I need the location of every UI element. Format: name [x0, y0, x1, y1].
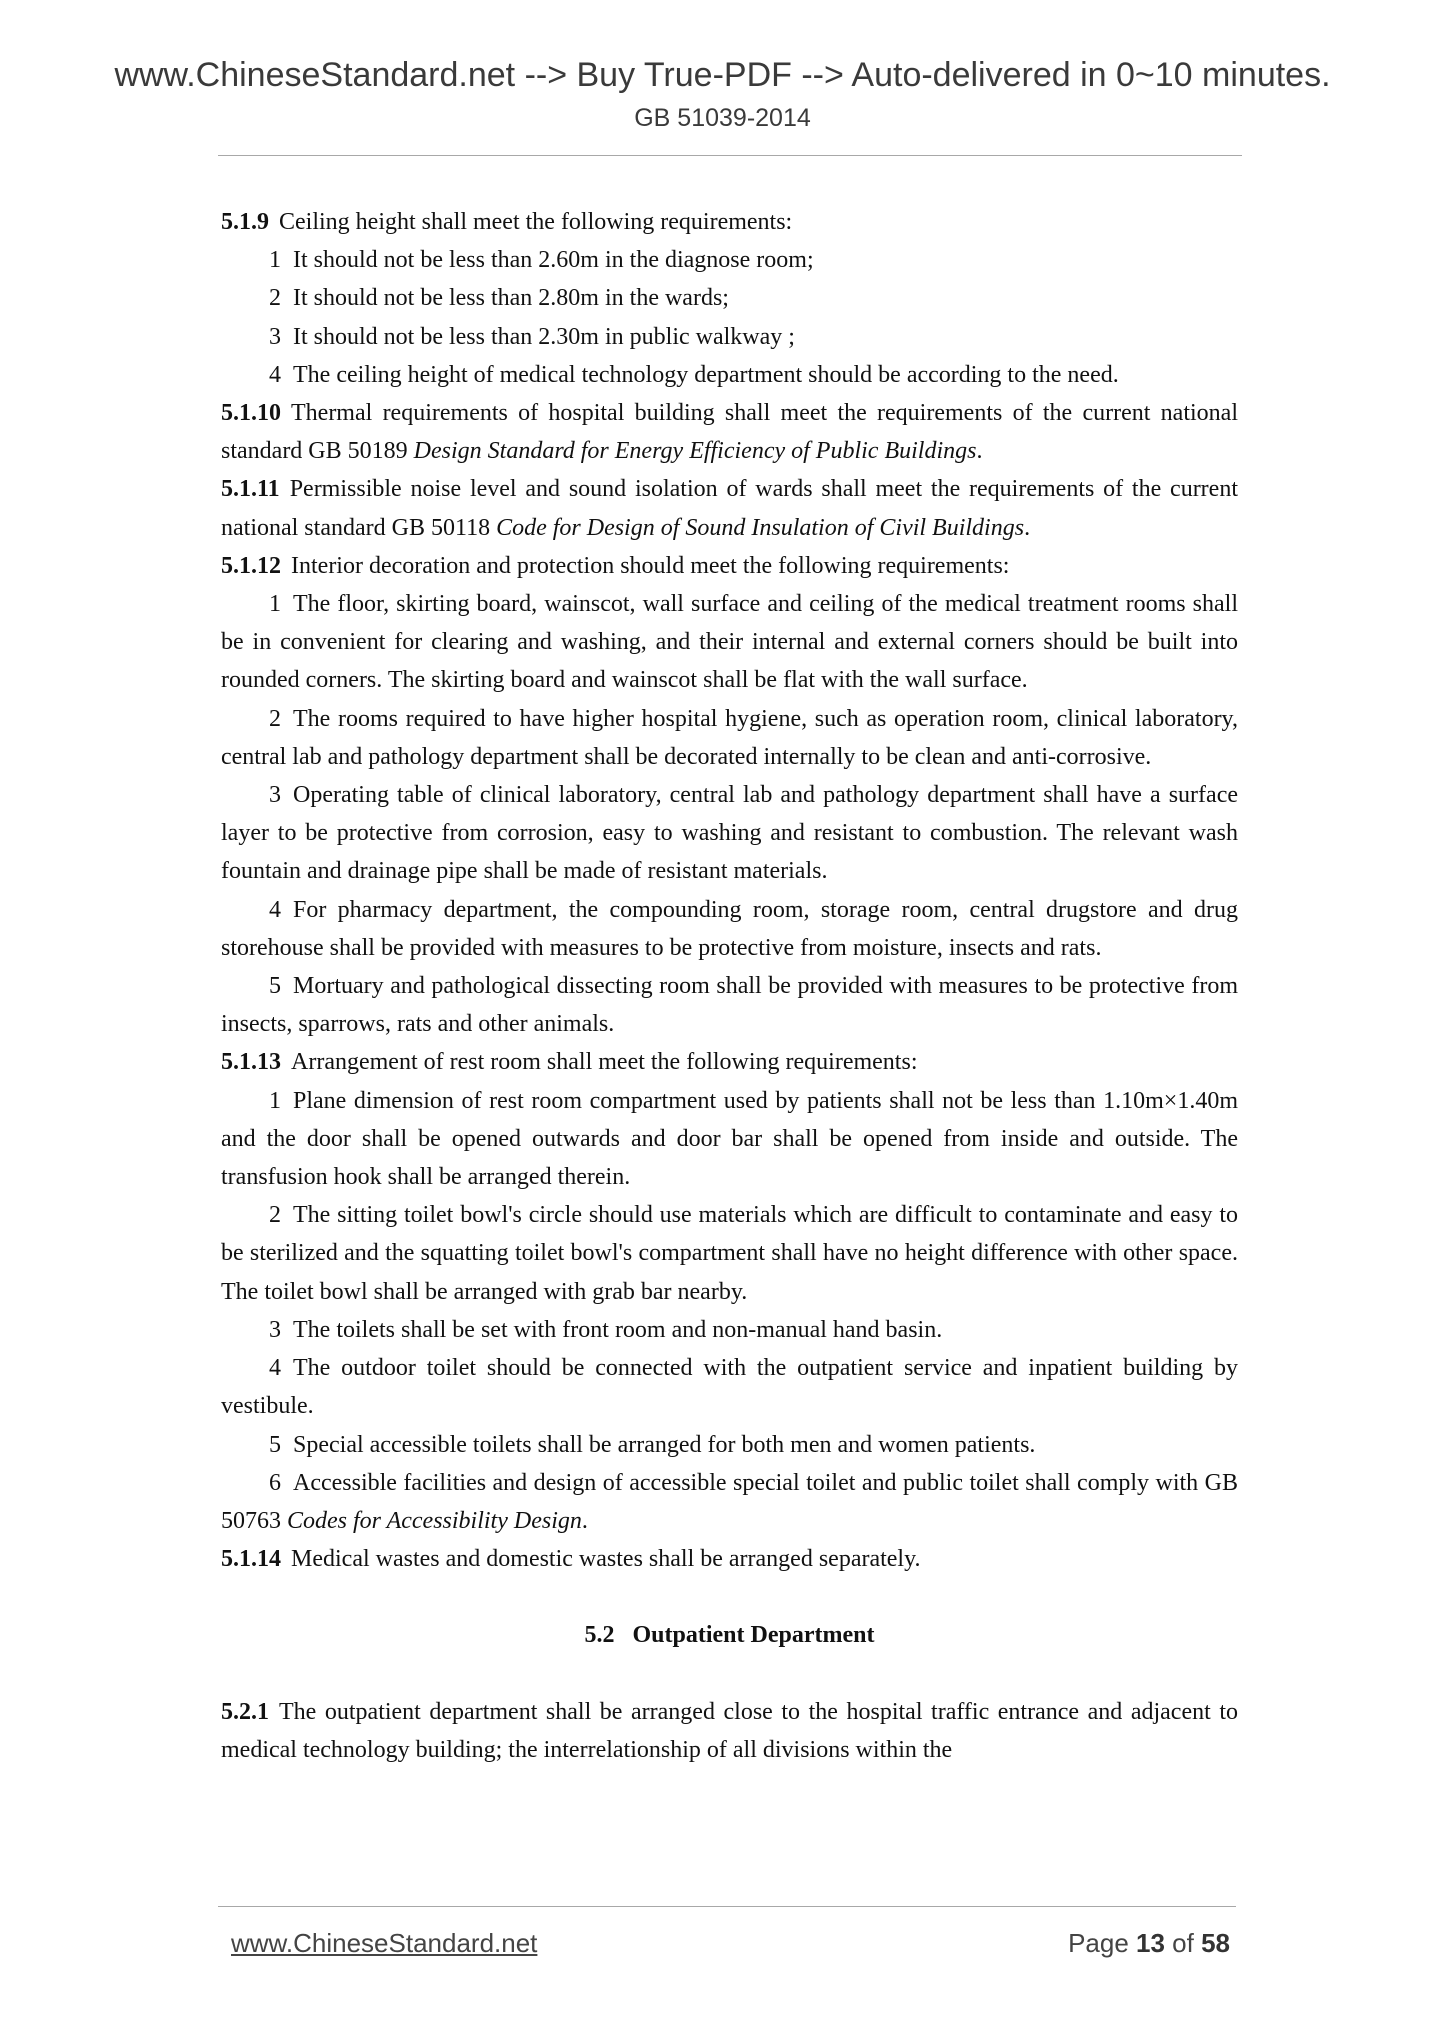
- item-number: 4: [269, 1355, 281, 1382]
- item-text: Special accessible toilets shall be arranged for both men and women patients.: [293, 1431, 1036, 1458]
- list-item: [221, 1464, 1238, 1540]
- item-text: Plane dimension of rest room compartment used by patients shall not be less than 1.10m×1.40m and the door shall be opened outwards and door bar shall be opened from inside and outside. The transfusion hook shall be arranged therein.: [221, 1087, 1238, 1191]
- clause-text: Interior decoration and protection should meet the following requirements:: [291, 552, 1010, 579]
- list-item: [221, 700, 1238, 776]
- list-item: [221, 585, 1238, 700]
- list-item: [221, 241, 1238, 279]
- item-number: 1: [269, 1087, 281, 1114]
- clause-text: Arrangement of rest room shall meet the following requirements:: [291, 1049, 918, 1076]
- item-text: It should not be less than 2.80m in the wards;: [293, 285, 729, 312]
- item-number: 3: [269, 323, 281, 350]
- list-item: [221, 1196, 1238, 1311]
- clause-number: 5.2.1: [221, 1698, 269, 1725]
- clause-number: 5.1.13: [221, 1049, 281, 1076]
- clause-5-1-13: [221, 1043, 1238, 1081]
- page-indicator: [1068, 1928, 1230, 1959]
- page-total: 58: [1201, 1928, 1230, 1958]
- item-number: 1: [269, 591, 281, 618]
- item-text: The outdoor toilet should be connected with the outpatient service and inpatient building by vestibule.: [221, 1355, 1238, 1420]
- header-divider: [218, 155, 1242, 156]
- clause-number: 5.1.9: [221, 209, 269, 235]
- item-number: 2: [269, 705, 281, 732]
- footer-site-link[interactable]: www.ChineseStandard.net: [231, 1928, 538, 1958]
- item-text: It should not be less than 2.30m in public walkway ;: [293, 323, 795, 350]
- item-end: .: [581, 1507, 588, 1534]
- page-prefix: Page: [1068, 1928, 1137, 1958]
- item-number: 3: [269, 782, 281, 809]
- list-item: [221, 967, 1238, 1043]
- list-item: [221, 356, 1238, 394]
- standard-code: GB 51039-2014: [634, 104, 811, 132]
- item-number: 5: [269, 1431, 281, 1458]
- footer-divider: [218, 1906, 1236, 1907]
- item-number: 5: [269, 973, 281, 1000]
- clause-text: The outpatient department shall be arranged close to the hospital traffic entrance and adjacent to medical technology building; the interrelationship of all divisions within the: [221, 1698, 1238, 1763]
- clause-number: 5.1.11: [221, 476, 280, 503]
- clause-5-2-1: [221, 1693, 1238, 1769]
- list-item: [221, 1311, 1238, 1349]
- standard-title: Codes for Accessibility Design: [287, 1507, 582, 1534]
- page-of: of: [1164, 1928, 1202, 1958]
- item-number: 4: [269, 361, 281, 388]
- list-item: [221, 1082, 1238, 1197]
- clause-end: .: [1024, 514, 1031, 541]
- item-number: 1: [269, 247, 281, 274]
- section-number: 5.2: [584, 1622, 615, 1649]
- clause-number: 5.1.12: [221, 552, 281, 579]
- item-number: 3: [269, 1316, 281, 1343]
- item-number: 2: [269, 1202, 281, 1229]
- item-text: The ceiling height of medical technology department should be according to the need.: [293, 361, 1119, 388]
- list-item: [221, 1349, 1238, 1425]
- clause-text: Medical wastes and domestic wastes shall be arranged separately.: [291, 1546, 921, 1573]
- item-text: The rooms required to have higher hospital hygiene, such as operation room, clinical laboratory, central lab and pathology department shall be decorated internally to be clean and anti-corrosive.: [221, 705, 1238, 770]
- list-item: [221, 279, 1238, 317]
- item-text: The sitting toilet bowl's circle should use materials which are difficult to contaminate and easy to be sterilized and the squatting toilet bowl's compartment shall have no height difference with other space. The toilet bowl shall be arranged with grab bar nearby.: [221, 1202, 1238, 1305]
- item-text: It should not be less than 2.60m in the diagnose room;: [293, 247, 814, 274]
- header-banner: www.ChineseStandard.net --> Buy True-PDF --> Auto-delivered in 0~10 minutes.: [114, 56, 1331, 94]
- item-number: 2: [269, 285, 281, 312]
- clause-end: .: [976, 438, 983, 465]
- section-title: Outpatient Department: [632, 1622, 875, 1649]
- list-item: [221, 1426, 1238, 1464]
- clause-5-1-12: [221, 547, 1238, 585]
- list-item: [221, 318, 1238, 356]
- page-number: 13: [1136, 1928, 1165, 1958]
- clause-text: Ceiling height shall meet the following requirements:: [279, 209, 793, 235]
- list-item: [221, 891, 1238, 967]
- clause-number: 5.1.10: [221, 400, 281, 427]
- section-heading: [221, 1616, 1238, 1654]
- clause-number: 5.1.14: [221, 1546, 281, 1573]
- clause-5-1-11: [221, 470, 1238, 546]
- item-number: 4: [269, 896, 281, 923]
- item-text: The floor, skirting board, wainscot, wall surface and ceiling of the medical treatment rooms shall be in convenient for clearing and washing, and their internal and external corners should be built into rounded corners. The skirting board and wainscot shall be flat with the wall surface.: [221, 591, 1238, 694]
- clause-5-1-9: [221, 203, 1238, 241]
- list-item: [221, 776, 1238, 891]
- clause-5-1-14: [221, 1540, 1238, 1578]
- item-text: The toilets shall be set with front room and non-manual hand basin.: [293, 1316, 943, 1343]
- item-number: 6: [269, 1469, 281, 1496]
- item-text: For pharmacy department, the compounding room, storage room, central drugstore and drug storehouse shall be provided with measures to be protective from moisture, insects and rats.: [221, 896, 1238, 961]
- clause-text: Permissible noise level and sound isolation of wards shall meet the requirements of the current national standard GB 50118: [221, 476, 1238, 541]
- clause-5-1-10: [221, 394, 1238, 470]
- standard-title: Design Standard for Energy Efficiency of Public Buildings: [413, 438, 977, 465]
- standard-title: Code for Design of Sound Insulation of Civil Buildings: [496, 514, 1025, 541]
- item-text: Accessible facilities and design of accessible special toilet and public toilet shall comply with GB 50763: [221, 1469, 1238, 1534]
- clause-text: Thermal requirements of hospital building shall meet the requirements of the current national standard GB 50189: [221, 400, 1238, 465]
- item-text: Operating table of clinical laboratory, central lab and pathology department shall have a surface layer to be protective from corrosion, easy to washing and resistant to combustion. The relevant wash fountain and drainage pipe shall be made of resistant materials.: [221, 782, 1238, 885]
- document-body: [221, 203, 1238, 1769]
- item-text: Mortuary and pathological dissecting room shall be provided with measures to be protective from insects, sparrows, rats and other animals.: [221, 973, 1238, 1038]
